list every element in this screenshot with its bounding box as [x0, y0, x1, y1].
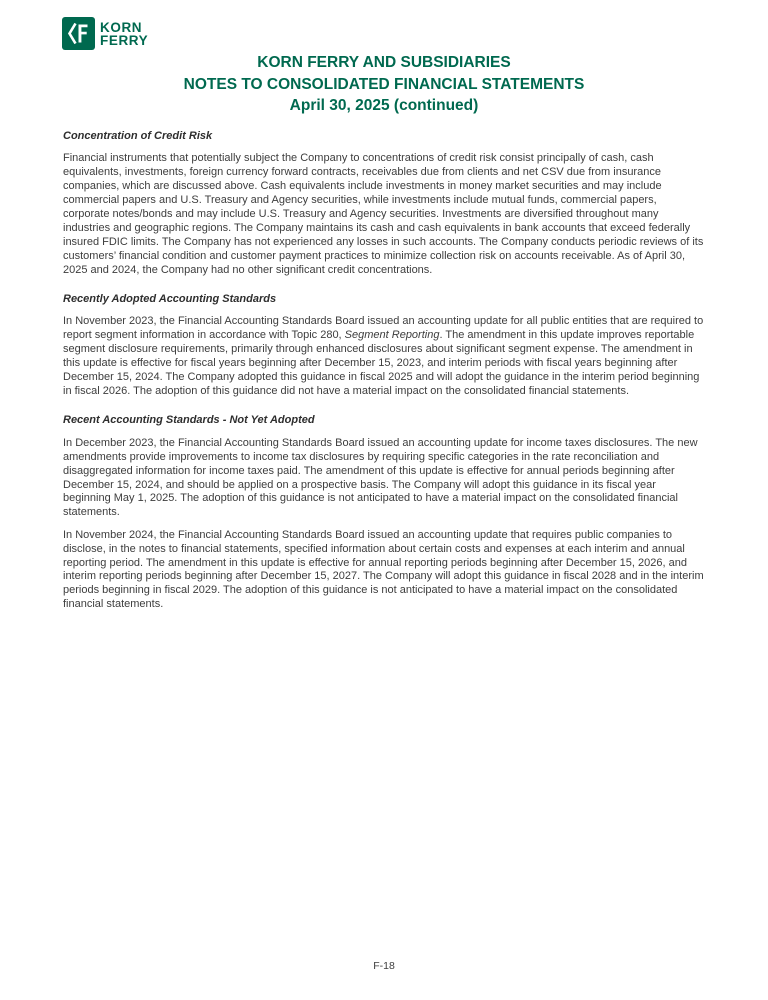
paragraph-credit-risk: Financial instruments that potentially subject the Company to concentrations of credit risk consist principally of cash, cash equivalents, investments, foreign currency forward contracts, receivables due from clients and net CSV due from insurance companies, which are discussed above. Cash equivalents include investments in money market securities and may include commercial papers and U.S. Treasury and Agency securities, while investments include mutual funds, commercial papers, corporate notes/bonds and may include U.S. Treasury and Agency securities. Investments are diversified throughout many industries and geographic regions. The Company maintains its cash and cash equivalents in bank accounts that exceed federally insured FDIC limits. The Company has not experienced any losses in such accounts. The Company conducts periodic reviews of its customers’ financial condition and customer payment practices to minimize collection risk on accounts receivable. As of April 30, 2025 and 2024, the Company had no other significant credit concentrations.	[63, 152, 704, 276]
date-title: April 30, 2025 (continued)	[289, 97, 479, 114]
paragraph-segment-reporting	[63, 315, 706, 398]
korn-ferry-logo	[62, 17, 148, 50]
paragraph-income-taxes-update: In December 2023, the Financial Accounting Standards Board issued an accounting update for income taxes disclosures. The new amendments provide improvements to income tax disclosures by requiring specific categories in the rate reconciliation and disaggregated information for income taxes paid. The amendment of this update is effective for annual periods beginning after December 15, 2024, and should be applied on a prospective basis. The Company will adopt this guidance in its fiscal year beginning May 1, 2025. The adoption of this guidance is not anticipated to have a material impact on the consolidated financial statements.	[63, 436, 698, 519]
logo-word-korn: KORN	[100, 19, 143, 35]
section-heading-not-yet-adopted-standards: Recent Accounting Standards - Not Yet Adopted	[63, 413, 315, 426]
page-number: F-18	[373, 960, 395, 972]
korn-ferry-mark-icon	[62, 17, 95, 50]
paragraph-segment-post: . The amendment in this update improves reportable segment disclosure requirements, primarily through enhanced disclosures about significant segment expense. The amendment in this update is effective for fiscal years beginning after December 15, 2023, and interim periods with fiscal years beginning after December 15, 2024. The Company adopted this guidance in fiscal 2025 and will adopt the guidance in the interim period beginning in fiscal 2026. The adoption of this guidance did not have a material impact on the consolidated financial statements.	[63, 329, 700, 397]
section-heading-concentration-of-credit-risk: Concentration of Credit Risk	[63, 129, 213, 142]
paragraph-expense-disclosure-update: In November 2024, the Financial Accounting Standards Board issued an accounting update that requires public companies to disclose, in the notes to financial statements, specified information about certain costs and expenses at each interim and annual reporting period. The amendment in this update is effective for annual reporting periods beginning after December 15, 2026, and interim reporting periods beginning after December 15, 2027. The Company will adopt this guidance in fiscal 2028 and in the interim periods beginning in fiscal 2029. The adoption of this guidance is not anticipated to have a material impact on the consolidated financial statements.	[63, 528, 704, 611]
company-title: KORN FERRY AND SUBSIDIARIES	[257, 54, 511, 71]
section-heading-recently-adopted-standards: Recently Adopted Accounting Standards	[63, 292, 277, 305]
paragraph-segment-pre: In November 2023, the Financial Accounting Standards Board issued an accounting update for all public entities that are required to report segment information in accordance with Topic 280,	[63, 315, 704, 342]
statement-title: NOTES TO CONSOLIDATED FINANCIAL STATEMENTS	[183, 75, 585, 93]
logo-word-ferry: FERRY	[100, 32, 149, 48]
document-body	[63, 130, 706, 613]
korn-ferry-logo-text	[100, 21, 148, 47]
paragraph-segment-italic-term: Segment Reporting	[344, 329, 440, 342]
